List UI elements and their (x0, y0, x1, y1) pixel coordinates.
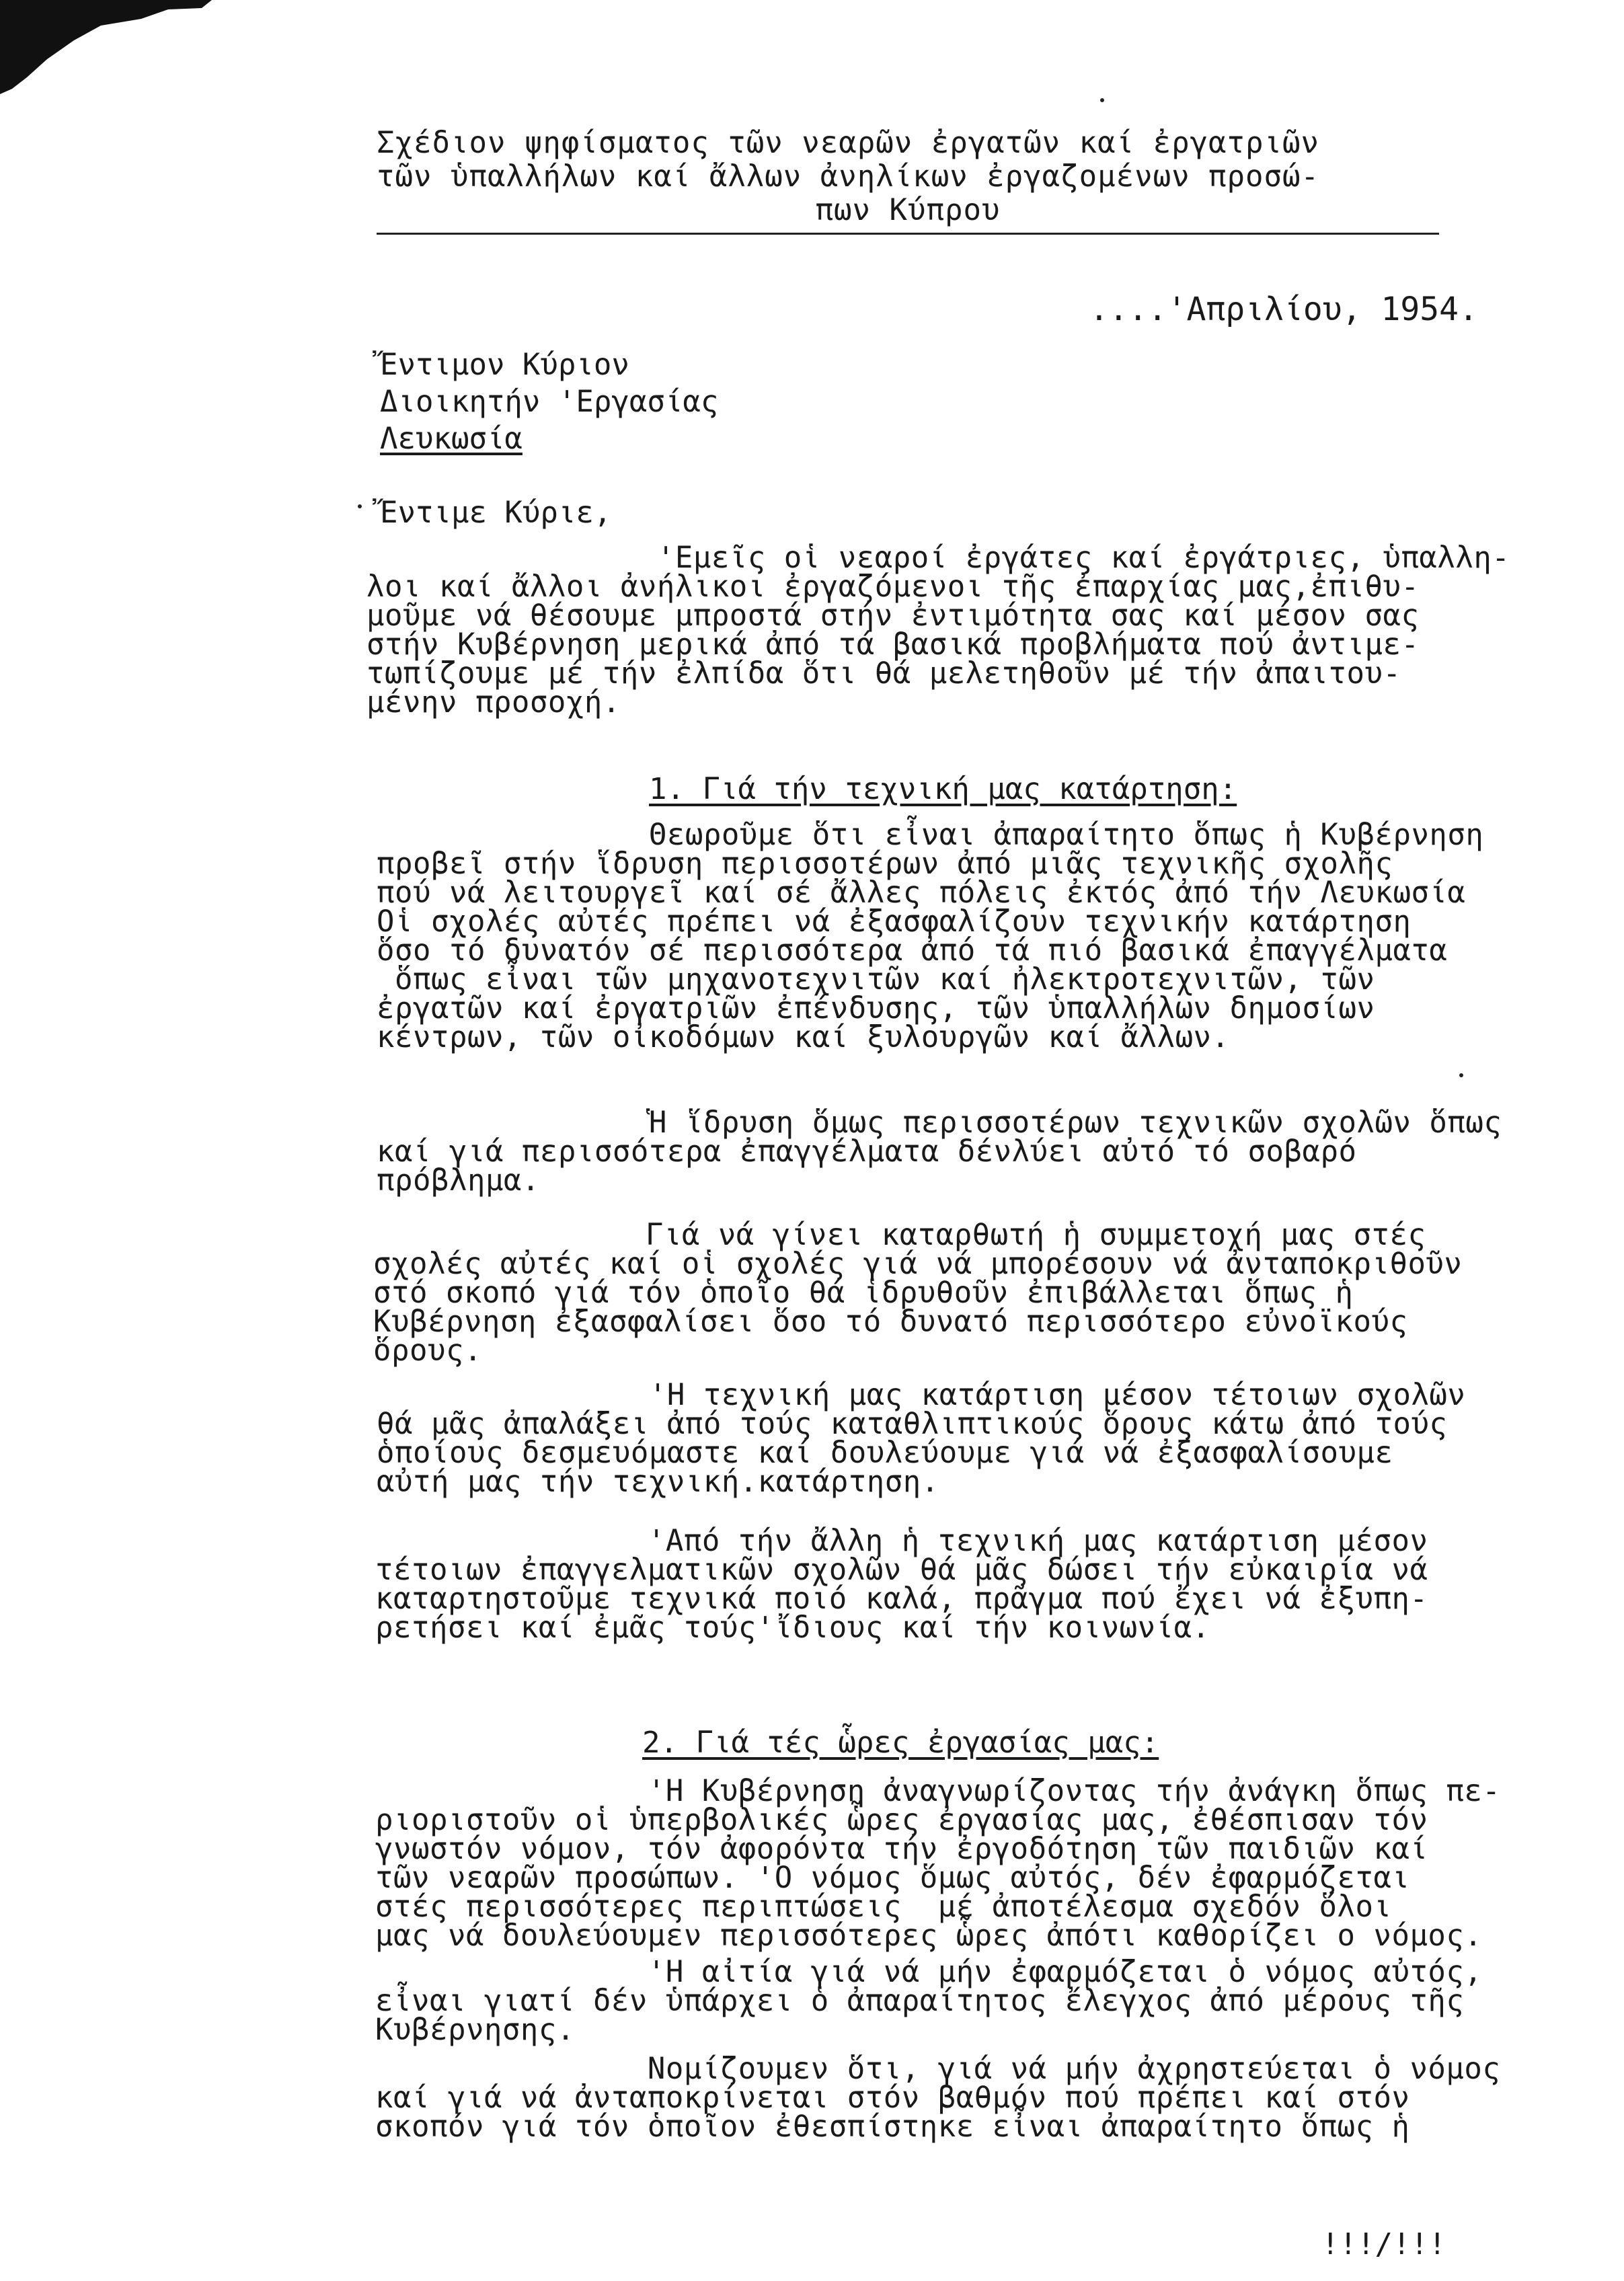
recipient-address (380, 346, 718, 457)
text-line: τῶν νεαρῶν προσώπων. 'Ο νόμος ὅμως αὐτός, δέν ἐφαρμόζεται (375, 1861, 1410, 1895)
text-line: στήν Κυβέρνηση μερικά ἀπό τά βασικά προβλήματα πού ἀντιμε- (366, 627, 1420, 662)
recipient-line: Διοικητήν 'Εργασίας (380, 385, 719, 419)
text-line: στό σκοπό γιά τόν ὁποῖο θά ἱδρυθοῦν ἐπιβάλλεται ὅπως ἡ (373, 1276, 1354, 1310)
text-line: Κυβέρνηση ἐξασφαλίσει ὅσο τό δυνατό περισσότερο εὐνοϊκούς (373, 1305, 1408, 1339)
section-heading: 2. Γιά τές ὧρες ἐργασίας μας: (642, 1726, 1159, 1760)
title-underline (377, 233, 1439, 235)
text-line: πού νά λειτουργεῖ καί σέ ἄλλες πόλεις ἐκτός ἀπό τήν Λευκωσία (377, 876, 1466, 910)
section-heading: 1. Γιά τήν τεχνική μας κατάρτηση: (649, 772, 1237, 806)
body-paragraph (375, 1955, 1483, 2047)
text-line: 'Η Κυβέρνηση ἀναγνωρίζοντας τήν ἀνάγκη ὅπως πε- (375, 1774, 1501, 1808)
text-line: ὅσο τό δυνατόν σέ περισσότερα ἀπό τά πιό βασικά ἐπαγγέλματα (377, 933, 1448, 968)
speck-mark (358, 504, 362, 508)
recipient-line: Ἔντιμον Κύριον (380, 348, 629, 382)
document-title (377, 126, 1439, 235)
text-line: ριοριστοῦν οἱ ὑπερβολικές ὧρες ἐργασίας μας, ἐθέσπισαν τόν (375, 1803, 1428, 1837)
text-line: τέτοιων ἐπαγγελματικῶν σχολῶν θά μᾶς δώσει τήν εὐκαιρία νά (375, 1553, 1428, 1587)
speck-mark (1459, 1073, 1463, 1077)
text-line: καί γιά περισσότερα ἐπαγγέλματα δένλύει αὐτό τό σοβαρό (377, 1134, 1357, 1169)
text-line: ρετήσει καί ἐμᾶς τούς'ἴδιους καί τήν κοινωνία. (375, 1611, 1210, 1645)
body-paragraph (375, 2052, 1501, 2144)
text-line: τωπίζουμε μέ τήν ἐλπίδα ὅτι θά μελετηθοῦν μέ τήν ἀπαιτου- (366, 656, 1401, 691)
text-line: Νομίζουμεν ὅτι, γιά νά μήν ἀχρηστεύεται ὁ νόμος (375, 2052, 1501, 2086)
speck-mark (1100, 98, 1104, 102)
body-paragraph (377, 1378, 1466, 1499)
continuation-mark: !!!/!!! (1321, 2227, 1446, 2261)
text-line: 'Η τεχνική μας κατάρτιση μέσον τέτοιων σχολῶν (377, 1378, 1466, 1412)
text-line: αὐτή μας τήν τεχνική.κατάρτηση. (377, 1465, 939, 1499)
text-line: πρόβλημα. (377, 1163, 540, 1198)
text-line: γνωστόν νόμον, τόν ἀφορόντα τήν ἐργοδότηση τῶν παιδιῶν καί (375, 1832, 1428, 1866)
intro-paragraph (366, 541, 1510, 720)
text-line: ὁποίους δεσμευόμαστε καί δουλεύουμε γιά νά ἐξασφαλίσουμε (377, 1436, 1393, 1470)
letter-date: ....'Απριλίου, 1954. (1089, 291, 1478, 328)
text-line: 'Από τήν ἄλλη ἡ τεχνική μας κατάρτιση μέσον (375, 1524, 1428, 1558)
text-line: κέντρων, τῶν οἰκοδόμων καί ξυλουργῶν καί ἄλλων. (377, 1020, 1230, 1054)
body-paragraph (377, 820, 1483, 1052)
text-line: καταρτηστοῦμε τεχνικά ποιό καλά, πρᾶγμα πού ἔχει νά ἐξυπη- (375, 1582, 1428, 1616)
text-line: καί γιά νά ἀνταποκρίνεται στόν βαθμόν πού πρέπει καί στόν (375, 2081, 1410, 2115)
text-line: 'Εμεῖς οἱ νεαροί ἐργάτες καί ἐργάτριες, ὑπαλλη- (366, 541, 1510, 575)
title-line: Σχέδιον ψηφίσματος τῶν νεαρῶν ἐργατῶν καί ἐργατριῶν (377, 126, 1320, 160)
text-line: μοῦμε νά θέσουμε μπροστά στήν ἐντιμότητα σας καί μέσον σας (366, 598, 1420, 633)
text-line: Γιά νά γίνει καταρθωτή ἡ συμμετοχή μας στές (373, 1218, 1426, 1252)
text-line: ἐργατῶν καί ἐργατριῶν ἐπένδυσης, τῶν ὑπαλλήλων δημοσίων (377, 991, 1375, 1026)
ink-blot-corner (0, 0, 222, 101)
recipient-city: Λευκωσία (380, 422, 523, 456)
text-line: 'Η αἰτία γιά νά μήν ἐφαρμόζεται ὁ νόμος αὐτός, (375, 1955, 1483, 1989)
text-line: Θεωροῦμε ὅτι εἶναι ἀπαραίτητο ὅπως ἡ Κυβέρνηση (377, 818, 1484, 852)
text-line: στές περισσότερες περιπτώσεις μέ ἀποτέλεσμα σχεδόν ὅλοι (375, 1890, 1392, 1924)
text-line: λοι καί ἄλλοι ἀνήλικοι ἐργαζόμενοι τῆς ἐπαρχίας μας,ἐπιθυ- (366, 570, 1420, 604)
body-paragraph (375, 1774, 1501, 1953)
title-line: πων Κύπρου (815, 193, 1001, 227)
text-line: θά μᾶς ἀπαλάξει ἀπό τούς καταθλιπτικούς ὅρους κάτω ἀπό τούς (377, 1407, 1448, 1441)
text-line: Οἱ σχολές αὐτές πρέπει νά ἐξασφαλίζουν τεχνικήν κατάρτηση (377, 904, 1412, 939)
text-line: σκοπόν γιά τόν ὁποῖον ἐθεσπίστηκε εἶναι ἀπαραίτητο ὅπως ἡ (375, 2110, 1410, 2144)
body-paragraph (375, 1524, 1428, 1645)
text-line: προβεῖ στήν ἵδρυση περισσοτέρων ἀπό μιᾶς τεχνικῆς σχολῆς (377, 847, 1393, 881)
title-line: τῶν ὑπαλλήλων καί ἄλλων ἀνηλίκων ἐργαζομένων προσώ- (377, 159, 1320, 194)
body-paragraph (373, 1218, 1463, 1368)
text-line: σχολές αὐτές καί οἱ σχολές γιά νά μπορέσουν νά ἀνταποκριθοῦν (373, 1247, 1463, 1281)
text-line: μας νά δουλεύουμεν περισσότερες ὧρες ἀπότι καθορίζει ο νόμος. (375, 1919, 1483, 1953)
text-line: ὅπως εἶναι τῶν μηχανοτεχνιτῶν καί ἠλεκτροτεχνιτῶν, τῶν (377, 962, 1375, 997)
text-line: Ἡ ἵδρυση ὅμως περισσοτέρων τεχνικῶν σχολῶν ὅπως (377, 1106, 1502, 1140)
text-line: εἶναι γιατί δέν ὑπάρχει ὁ ἀπαραίτητος ἔλεγχος ἀπό μέρους τῆς (375, 1984, 1465, 2018)
salutation: Ἔντιμε Κύριε, (380, 496, 612, 530)
text-line: Κυβέρνησης. (375, 2013, 575, 2047)
text-line: μένην προσοχή. (366, 685, 621, 720)
text-line: ὅρους. (373, 1333, 482, 1368)
body-paragraph (377, 1106, 1502, 1198)
